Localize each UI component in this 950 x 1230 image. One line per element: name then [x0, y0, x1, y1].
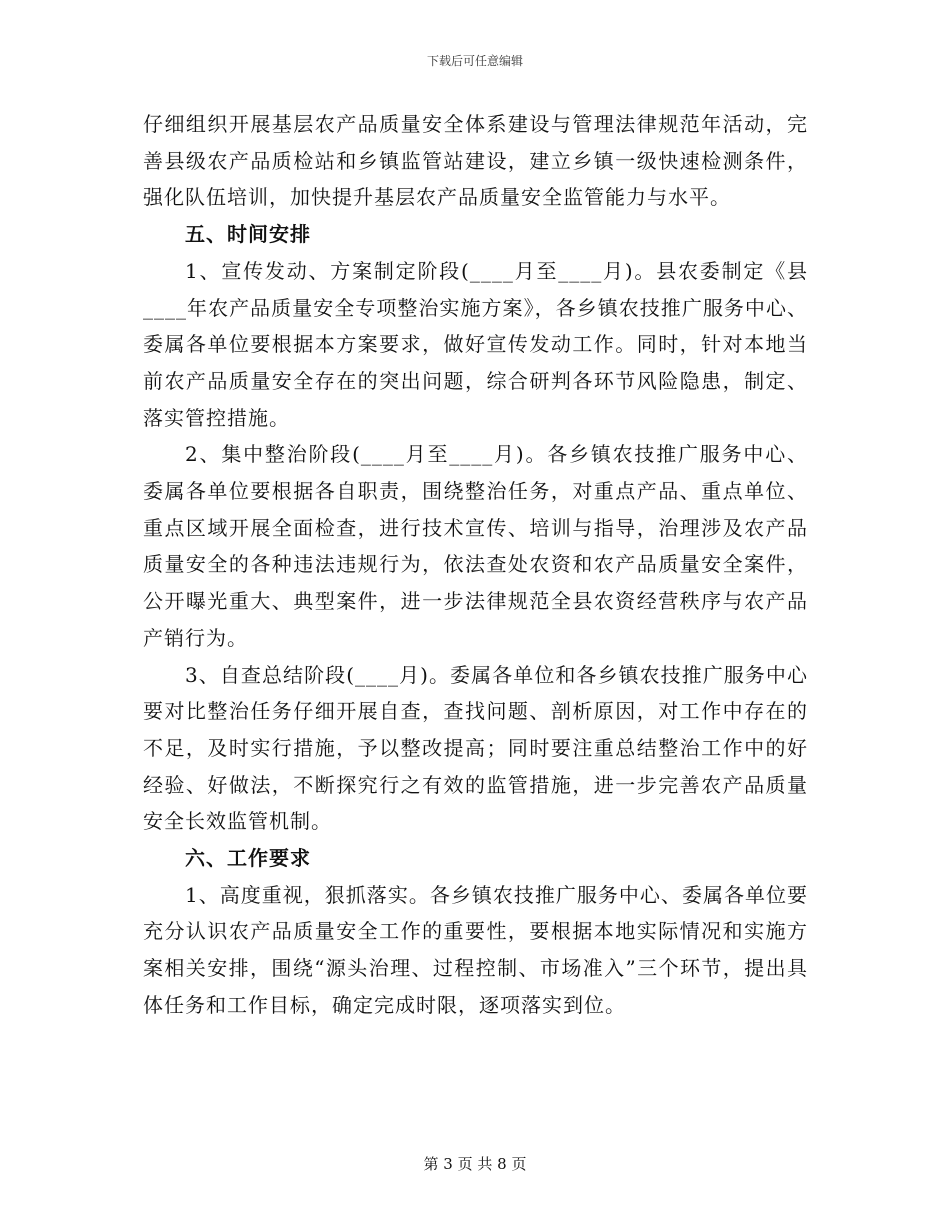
section-heading-schedule: 五、时间安排 [185, 222, 311, 247]
document-body [143, 106, 808, 1024]
section-heading-requirements: 六、工作要求 [185, 846, 311, 871]
page-number: 第 3 页 共 8 页 [423, 1155, 527, 1173]
paragraph-stage-2: 2、集中整治阶段(____月至____月)。各乡镇农技推广服务中心、委属各单位要根据各自职责，围绕整治任务，对重点产品、重点单位、重点区域开展全面检查，进行技术宣传、培训与指导，治理涉及农产品质量安全的各种违法违规行为，依法查处农资和农产品质量安全案件，公开曝光重大、典型案件，进一步法律规范全县农资经营秩序与农产品产销行为。 [143, 442, 808, 650]
paragraph-intro: 仔细组织开展基层农产品质量安全体系建设与管理法律规范年活动，完善县级农产品质检站和乡镇监管站建设，建立乡镇一级快速检测条件，强化队伍培训，加快提升基层农产品质量安全监管能力与水平。 [143, 112, 808, 210]
header-note: 下载后可任意编辑 [426, 54, 523, 68]
paragraph-stage-3: 3、自查总结阶段(____月)。委属各单位和各乡镇农技推广服务中心要对比整治任务仔细开展自查，查找问题、剖析原因，对工作中存在的不足，及时实行措施，予以整改提高；同时要注重总结整治工作中的好经验、好做法，不断探究行之有效的监管措施，进一步完善农产品质量安全长效监管机制。 [143, 662, 808, 834]
paragraph-stage-1: 1、宣传发动、方案制定阶段(____月至____月)。县农委制定《县____年农产品质量安全专项整治实施方案》，各乡镇农技推广服务中心、委属各单位要根据本方案要求，做好宣传发动工作。同时，针对本地当前农产品质量安全存在的突出问题，综合研判各环节风险隐患，制定、落实管控措施。 [143, 258, 808, 430]
paragraph-requirement-1: 1、高度重视，狠抓落实。各乡镇农技推广服务中心、委属各单位要充分认识农产品质量安全工作的重要性，要根据本地实际情况和实施方案相关安排，围绕“源头治理、过程控制、市场准入”三个环节，提出具体任务和工作目标，确定完成时限，逐项落实到位。 [143, 882, 808, 1017]
